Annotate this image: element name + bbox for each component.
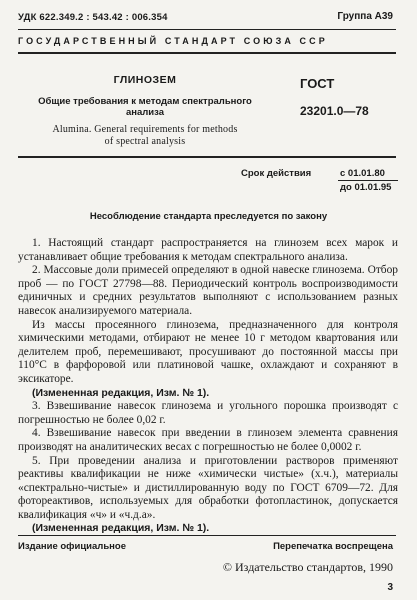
paragraph-3: Из массы просеянного глинозема, предназначенного для контроля химическими методами, отбирают не менее 10 г методом квартования или делителем проб, перемешивают, просушивают до постоянной массы при 110°C в фарфоровой или платиновой чашке, охлаждают и сохраняют в эксикаторе.	[18, 318, 398, 385]
legal-notice: Несоблюдение стандарта преследуется по закону	[89, 211, 328, 222]
footer-rule	[18, 535, 396, 536]
english-title-line-1: Alumina. General requirements for methods	[52, 124, 238, 135]
validity-label: Срок действия	[241, 168, 312, 179]
standard-name: ГОСУДАРСТВЕННЫЙ СТАНДАРТ СОЮЗА ССР	[18, 36, 328, 46]
document-body	[18, 237, 398, 536]
subtitle-line-1: Общие требования к методам спектрального	[38, 96, 252, 107]
amendment-note-2: (Измененная редакция, Изм. № 1).	[32, 522, 210, 535]
header-bottom-rule	[18, 52, 396, 54]
group-code: Группа А39	[337, 11, 393, 22]
validity-to: до 01.01.95	[340, 182, 392, 193]
paragraph-6: 5. При проведении анализа и приготовлении растворов применяют реактивы квалификации не ниже «химически чистые» (х.ч.), материалы «спектрально-чистые» и дистиллированную воду по ГОСТ 6709—72. Для фотореактивов, используемых для обработки фотопластинок, допускается квалификация «ч» и «ч.д.а».	[18, 454, 398, 521]
paragraph-4: 3. Взвешивание навесок глинозема и угольного порошка производят с погрешностью не более 0,02 г.	[18, 400, 398, 426]
paragraph-2: 2. Массовые доли примесей определяют в одной навеске глинозема. Отбор проб — по ГОСТ 27798—88. Периодический контроль воспроизводимости единичных и средних результатов выполняют с использованием разных навесок анализируемого материала.	[18, 264, 398, 317]
document-subtitle	[0, 96, 290, 118]
gost-number: 23201.0—78	[300, 104, 369, 118]
reprint-notice: Перепечатка воспрещена	[273, 541, 393, 552]
paragraph-1: 1. Настоящий стандарт распространяется на глинозем всех марок и устанавливает общие требования к методам спектрального анализа.	[18, 237, 398, 263]
amendment-note-1: (Измененная редакция, Изм. № 1).	[32, 386, 210, 399]
paragraph-5: 4. Взвешивание навесок при введении в глинозем элемента сравнения производят на аналитических весах с погрешностью не более 0,0002 г.	[18, 427, 398, 453]
document-title: ГЛИНОЗЕМ	[113, 74, 177, 86]
page-number: 3	[387, 582, 393, 593]
header-top-rule	[18, 29, 396, 30]
english-title	[0, 124, 290, 148]
copyright-line: © Издательство стандартов, 1990	[222, 560, 393, 574]
title-block-rule	[18, 156, 396, 158]
gost-label: ГОСТ	[300, 76, 335, 91]
official-edition-label: Издание официальное	[18, 541, 126, 552]
english-title-line-2: of spectral analysis	[104, 136, 186, 147]
subtitle-line-2: анализа	[125, 107, 165, 118]
validity-from: с 01.01.80	[340, 168, 385, 179]
udc-code: УДК 622.349.2 : 543.42 : 006.354	[18, 12, 168, 23]
validity-divider	[338, 180, 398, 181]
